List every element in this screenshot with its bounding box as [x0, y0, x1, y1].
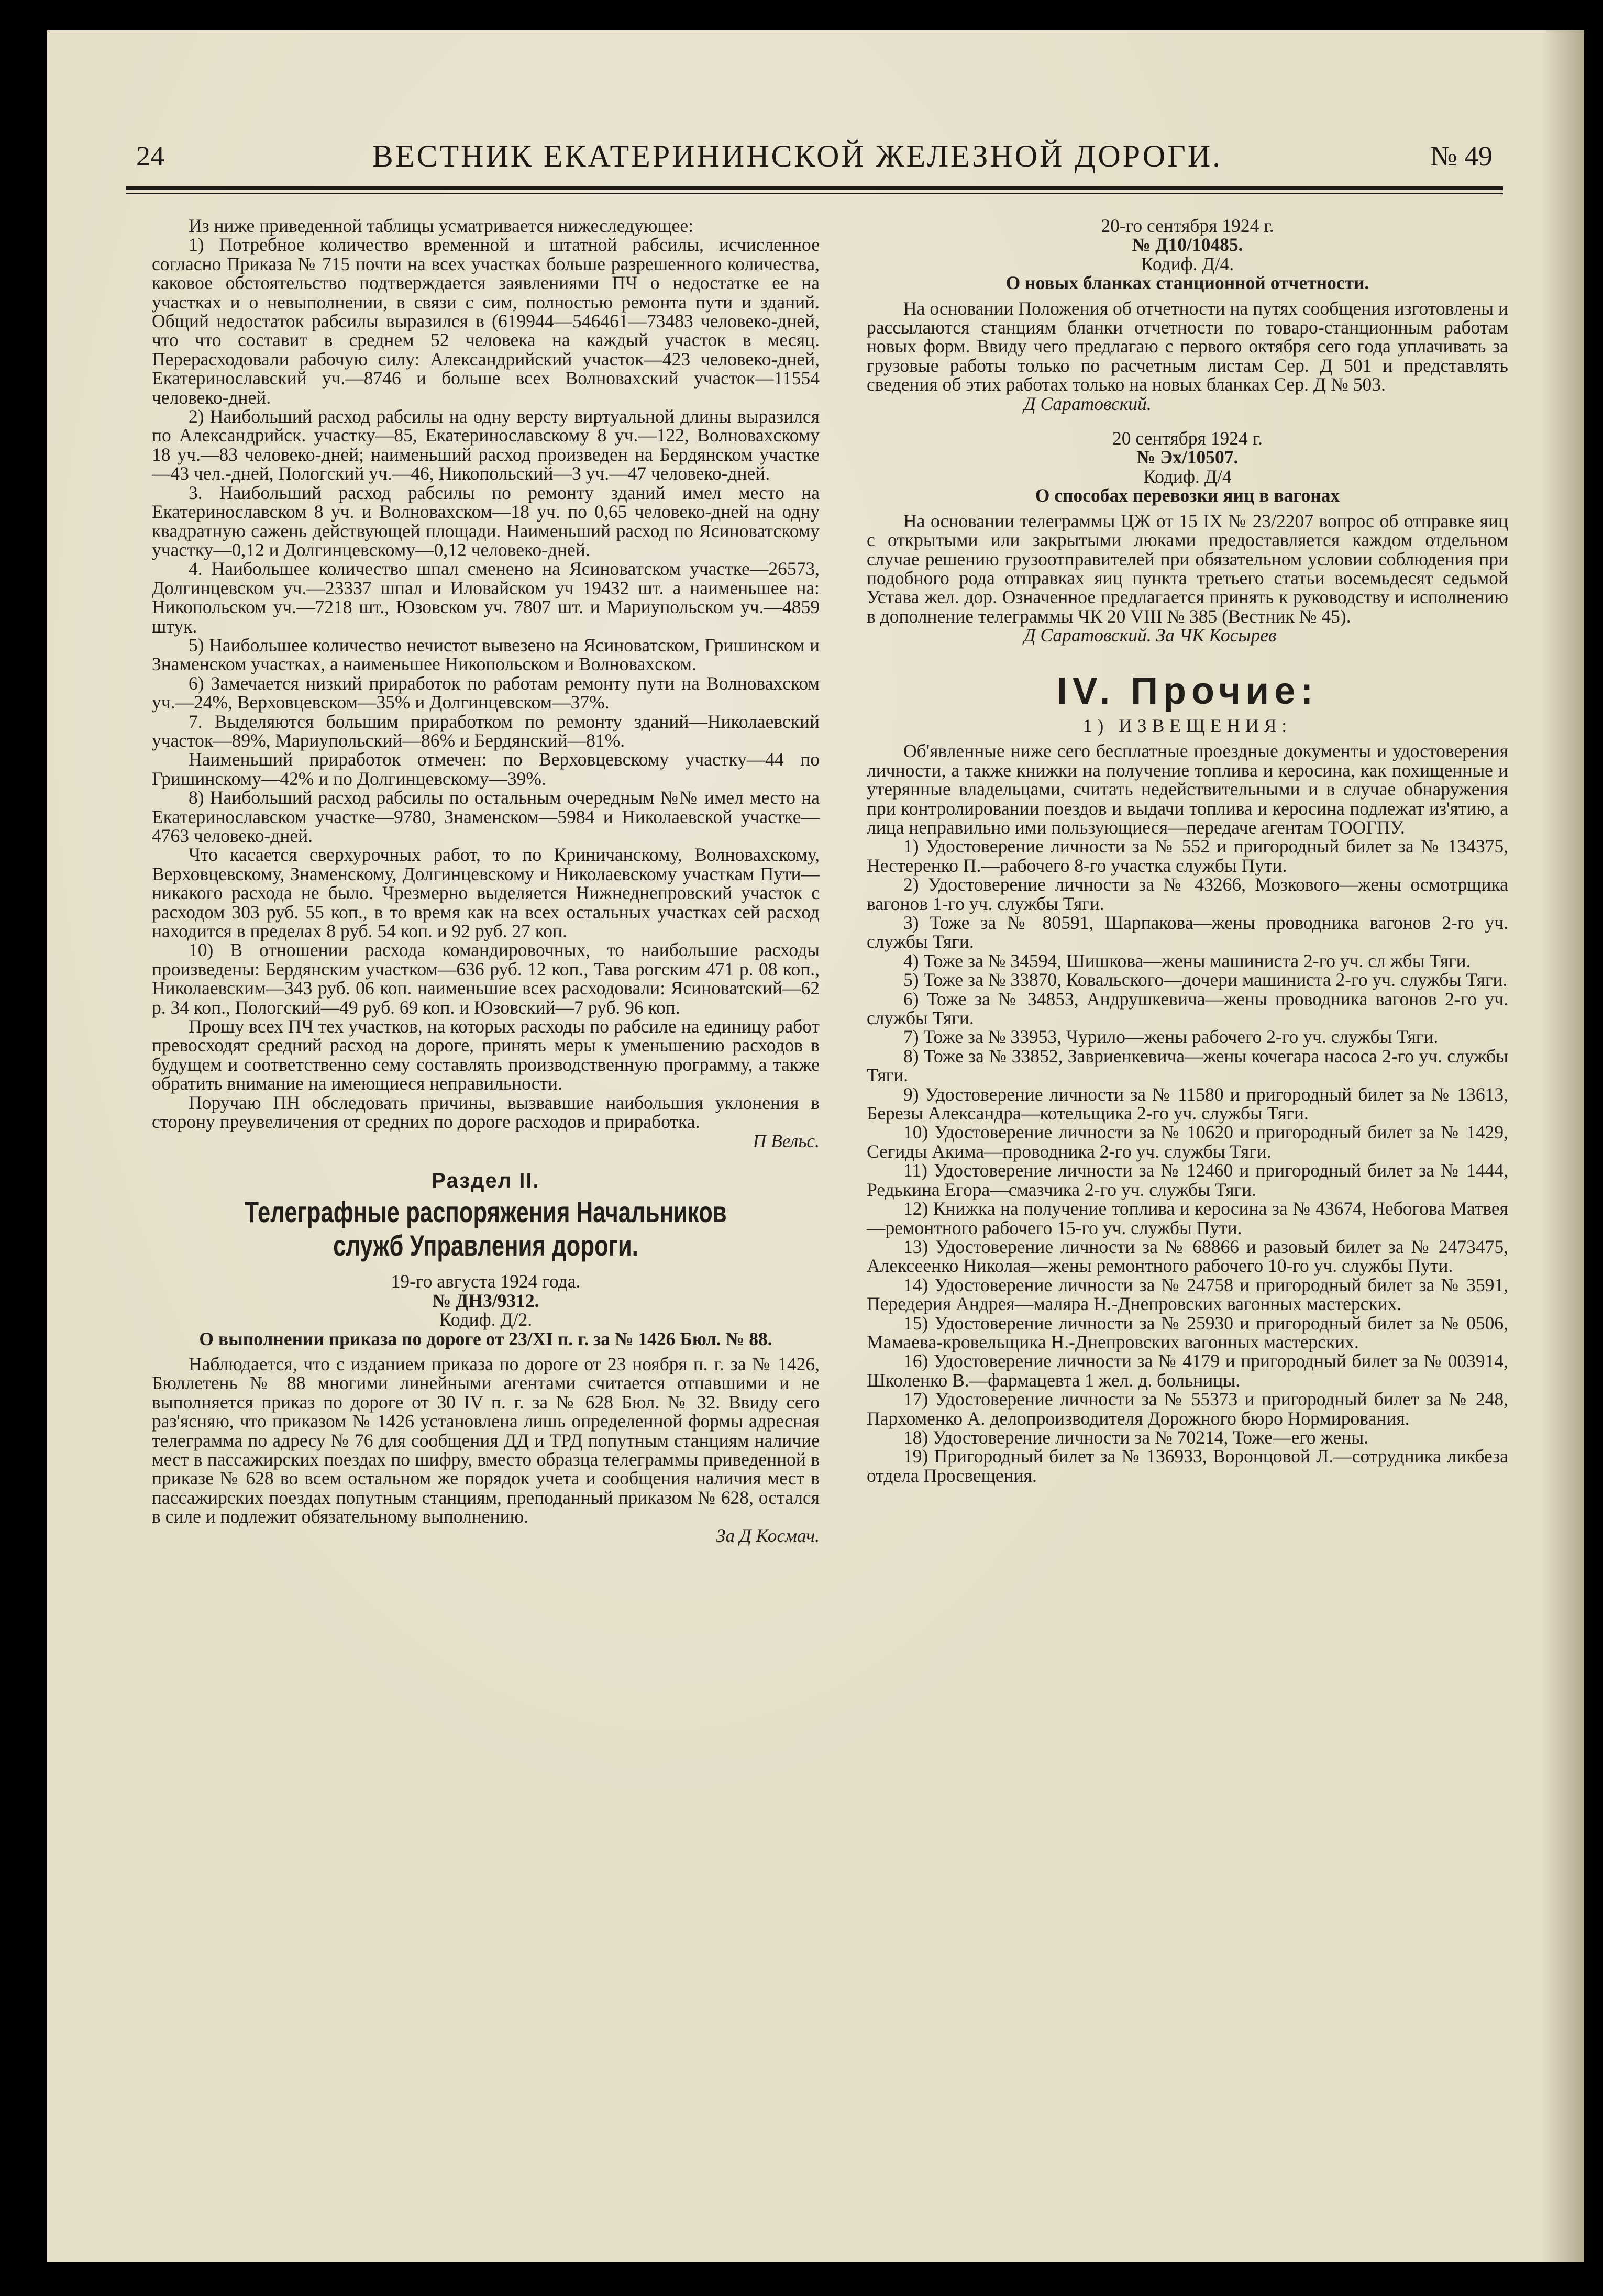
doc-signature: Д Саратовский. За ЧК Косырев	[1024, 625, 1277, 646]
doc-number: № Эх/10507.	[1136, 447, 1239, 468]
notice-item: 8) Тоже за № 33852, Завриенкевича—жены кочегара насоса 2-го уч. службы Тяги.	[867, 1045, 1508, 1086]
doc-heading: О новых бланках станционной отчетности.	[1005, 272, 1369, 294]
notice-item: 5) Тоже за № 33870, Ковальского—дочери машиниста 2-го уч. службы Тяги.	[903, 969, 1508, 991]
doc-date: 19-го августа 1924 года.	[391, 1271, 581, 1292]
header-rule	[126, 186, 1503, 190]
notice-intro: Об'явленные ниже сего бесплатные проездные документы и удостоверения личности, а также книжки на получение топлива и керосина, как похищенные и утерянные владельцами, считать недействительными и в случае обнаружения при контролировании поездов и выдачи топлива и керосина подлежат из'ятию, а лица неправильно ими пользующиеся—передаче агентам ТООГПУ.	[867, 740, 1508, 838]
paragraph: 8) Наибольший расход рабсилы по остальным очередным №№ имел место на Екатеринославском участке—9780, Знаменском—5984 и Николаевской участке—4763 человеко-дней.	[152, 787, 820, 846]
doc-heading: О способах перевозки яиц в вагонах	[1035, 485, 1340, 506]
notice-item: 18) Удостоверение личности за № 70214, Тоже—его жены.	[903, 1426, 1369, 1448]
left-column	[152, 216, 820, 1545]
notice-item: 16) Удостоверение личности за № 4179 и пригородный билет за № 003914, Школенко В.—фармацевта 1 жел. д. больницы.	[867, 1350, 1508, 1391]
paragraph: Наименьший приработок отмечен: по Верховцевскому участку—44 по Гришинскому—42% и по Долгинцевскому—39%.	[152, 749, 820, 789]
doc-codification: Кодиф. Д/4.	[1141, 253, 1234, 274]
doc-body: На основании телеграммы ЦЖ от 15 IX № 23/2207 вопрос об отправке яиц с открытыми или закрытыми люками предоставляется каждом отдельном случае решению грузоотправителей при обязательном условии соблюдения при подобного рода отправках яиц пункта третьего статьи восемьдесят седьмой Устава жел. дор. Означенное предлагается принять к руководству и исполнению в дополнение телеграммы ЧК 20 VIII № 385 (Вестник № 45).	[867, 510, 1508, 627]
doc-codification: Кодиф. Д/2.	[439, 1309, 533, 1330]
notice-item: 19) Пригородный билет за № 136933, Воронцовой Л.—сотрудника ликбеза отдела Просвещения.	[867, 1446, 1508, 1486]
notice-item: 11) Удостоверение личности за № 12460 и пригородный билет за № 1444, Редькина Егора—смазчика 2-го уч. службы Тяги.	[867, 1160, 1508, 1200]
newspaper-title: ВЕСТНИК ЕКАТЕРИНИНСКОЙ ЖЕЛЕЗНОЙ ДОРОГИ.	[372, 138, 1223, 173]
paragraph: 2) Наибольший расход рабсилы на одну версту виртуальной длины выразился по Александрийск. участку—85, Екатеринославскому 8 уч.—122, Волноваxскому 18 уч.—83 человеко-дней; наименьший расход произведен на Бердянском участке—43 чел.-дней, Пологский уч.—46, Никопольский—3 уч.—47 человеко-дней.	[152, 406, 820, 484]
doc-number: № ДН3/9312.	[432, 1290, 539, 1311]
page-header	[136, 125, 1493, 187]
notice-item: 10) Удостоверение личности за № 10620 и пригородный билет за № 1429, Сегиды Акима—проводника 2-го уч. службы Тяги.	[867, 1122, 1508, 1162]
notice-item: 1) Удостоверение личности за № 552 и пригородный билет за № 134375, Нестеренко П.—рабочего 8-го участка службы Пути.	[867, 836, 1508, 876]
notice-item: 17) Удостоверение личности за № 55373 и пригородный билет за № 248, Пархоменко А. делопроизводителя Дорожного бюро Нормирования.	[867, 1389, 1508, 1429]
doc-signature: За Д Космач.	[716, 1525, 820, 1546]
section-title: Телеграфные распоряжения Начальников служб Управления дороги.	[245, 1195, 727, 1262]
doc-signature: Д Саратовский.	[1024, 393, 1152, 414]
doc-heading: О выполнении приказа по дороге от 23/XI п. г. за № 1426 Бюл. № 88.	[199, 1328, 772, 1349]
notice-item: 12) Книжка на получение топлива и керосина за № 43674, Небогова Матвея—ремонтного рабочего 15-го уч. службы Пути.	[867, 1198, 1508, 1238]
subsection-title: 1) ИЗВЕЩЕНИЯ:	[1082, 715, 1292, 736]
notice-item: 15) Удостоверение личности за № 25930 и пригородный билет за № 0506, Мамаева-кровельщика Н.-Днепровских вагонных мастерских.	[867, 1312, 1508, 1352]
newspaper-page	[47, 30, 1584, 2262]
section-label: Раздел II.	[432, 1169, 540, 1192]
paragraph: 4. Наибольшее количество шпал сменено на Ясиноватском участке—26573, Долгинцевском уч.—23337 шпал и Иловайском уч 19432 шт. а наименьшее на: Никопольском уч.—7218 шт., Юзовском уч. 7807 шт. и Мариупольском уч.—4859 штук.	[152, 558, 820, 637]
paragraph: 10) В отношении расхода командировочных, то наибольшие расходы произведены: Бердянским участком—636 руб. 12 коп., Тава рогским 471 р. 08 коп., Николаевским—343 руб. 06 коп. наименьшие всех расходовали: Ясиноватский—62 р. 34 коп., Пологский—49 руб. 69 коп. и Юзовский—7 руб. 96 коп.	[152, 939, 820, 1018]
header-rule-thin	[126, 193, 1503, 194]
page-spine-shadow	[1542, 30, 1584, 2262]
doc-body: На основании Положения об отчетности на путях сообщения изготовлены и рассылаются станциям бланки отчетности по товаро-станционным работам новых форм. Ввиду чего предлагаю с первого октября сего года уплачивать за грузовые работы только по расчетным листам Сер. Д 501 и представлять сведения об этих работах только на новых бланках Сер. Д № 503.	[867, 297, 1508, 395]
paragraph: Прошу всех ПЧ тех участков, на которых расходы по рабсиле на единицу работ превосходят средний расход на дороге, принять меры к уменьшению расходов в будущем и соответственно сему составлять производственную программу, а также обратить внимание на имеющиеся неправильности.	[152, 1016, 820, 1094]
section-title: IV. Прочие:	[1056, 670, 1319, 712]
doc-date: 20-го сентября 1924 г.	[1101, 215, 1274, 236]
paragraph: 5) Наибольшее количество нечистот вывезено на Ясиноватском, Гришинском и Знаменском участках, а наименьшее Никопольском и Волноваxском.	[152, 634, 820, 675]
paragraph: 1) Потребное количество временной и штатной рабсилы, исчисленное согласно Приказа № 715 почти на всех участках больше разрешенного количества, каковое обстоятельство подтверждается заявлениями ПЧ о недостатке ее на участках и о невыполнении, в связи с сим, полностью ремонта пути и зданий. Общий недостаток рабсилы выразился в (619944—546461—73483 человеко-дней, что что составит в среднем 52 человека на каждый участок в месяц. Перерасходовали рабочую силу: Александрийский участок—423 человеко-дней, Екатеринославский уч.—8746 и больше всех Волноваxский участок—11554 человеко-дней.	[152, 234, 820, 408]
notice-item: 9) Удостоверение личности за № 11580 и пригородный билет за № 13613, Березы Александра—котельщика 2-го уч. службы Тяги.	[867, 1083, 1508, 1124]
notice-item: 6) Тоже за № 34853, Андрушкевича—жены проводника вагонов 2-го уч. службы Тяги.	[867, 988, 1508, 1029]
notice-item: 13) Удостоверение личности за № 68866 и разовый билет за № 2473475, Алексеенко Николая—жены ремонтного рабочего 10-го уч. службы Пути.	[867, 1236, 1508, 1277]
paragraph: 3. Наибольший расход рабсилы по ремонту зданий имел место на Екатеринославском 8 уч. и Волноваxском—18 уч. по 0,65 человеко-дней на одну квадратную сажень действующей площади. Наименьший расход по Ясиноватскому участку—0,12 и Долгинцевскому—0,12 человеко-дней.	[152, 482, 820, 560]
doc-date: 20 сентября 1924 г.	[1112, 428, 1263, 449]
paragraph: 7. Выделяются большим приработком по ремонту зданий—Николаевский участок—89%, Мариупольский—86% и Бердянский—81%.	[152, 711, 820, 751]
notice-item: 7) Тоже за № 33953, Чурило—жены рабочего 2-го уч. службы Тяги.	[903, 1026, 1439, 1048]
notice-item: 2) Удостоверение личности за № 43266, Мозкового—жены осмотрщика вагонов 1-го уч. службы Тяги.	[867, 874, 1508, 914]
signature: П Вельс.	[753, 1130, 820, 1151]
notice-item: 4) Тоже за № 34594, Шишкова—жены машиниста 2-го уч. сл жбы Тяги.	[903, 950, 1471, 971]
paragraph: Что касается сверхурочных работ, то по Криничанскому, Волноваxскому, Верховцевскому, Знаменскому, Долгинцевскому и Николаевскому участкам Пути—никакого расхода не было. Чрезмерно выделяется Нижнеднепровский участок с расходом 303 руб. 55 коп., в то время как на всех остальных участках сей расход находится в пределах 8 руб. 54 коп. и 92 руб. 27 коп.	[152, 844, 820, 942]
doc-codification: Кодиф. Д/4	[1143, 465, 1232, 487]
notice-item: 14) Удостоверение личности за № 24758 и пригородный билет за № 3591, Передерия Андрея—маляра Н.-Днепровских вагонных мастерских.	[867, 1274, 1508, 1315]
right-column	[867, 216, 1508, 1485]
page-number: 24	[136, 140, 164, 172]
notice-item: 3) Тоже за № 80591, Шарпакова—жены проводника вагонов 2-го уч. службы Тяги.	[867, 912, 1508, 952]
paragraph: Из ниже приведенной таблицы усматривается нижеследующее:	[189, 215, 694, 236]
paragraph: Поручаю ПН обследовать причины, вызвавшие наибольшия уклонения в сторону преувеличения от средних по дороге расходов и приработка.	[152, 1092, 820, 1133]
doc-number: № Д10/10485.	[1132, 234, 1243, 256]
paragraph: 6) Замечается низкий приработок по работам ремонту пути на Волноваxском уч.—24%, Верховцевском—35% и Долгинцевском—37%.	[152, 672, 820, 713]
issue-number: № 49	[1430, 140, 1493, 172]
doc-body: Наблюдается, что с изданием приказа по дороге от 23 ноября п. г. за № 1426, Бюллетень № 88 многими линейными агентами считается отпавшими и не выполняется приказ по дороге от 30 IV п. г. за № 628 Бюл. № 32. Ввиду сего раз'ясняю, что приказом № 1426 установлена лишь определенной формы адресная телеграмма по адресу № 76 для сообщения ДД и ТРД попутным станциям наличие мест в пассажирских поездах по шифру, вместо образца телеграммы приведенной в приказе № 628 во всем остальном же порядок учета и сообщения наличия мест в пассажирских поездах попутным станциям, преподанный приказом № 628, остался в силе и подлежит обязательному выполнению.	[152, 1353, 820, 1527]
